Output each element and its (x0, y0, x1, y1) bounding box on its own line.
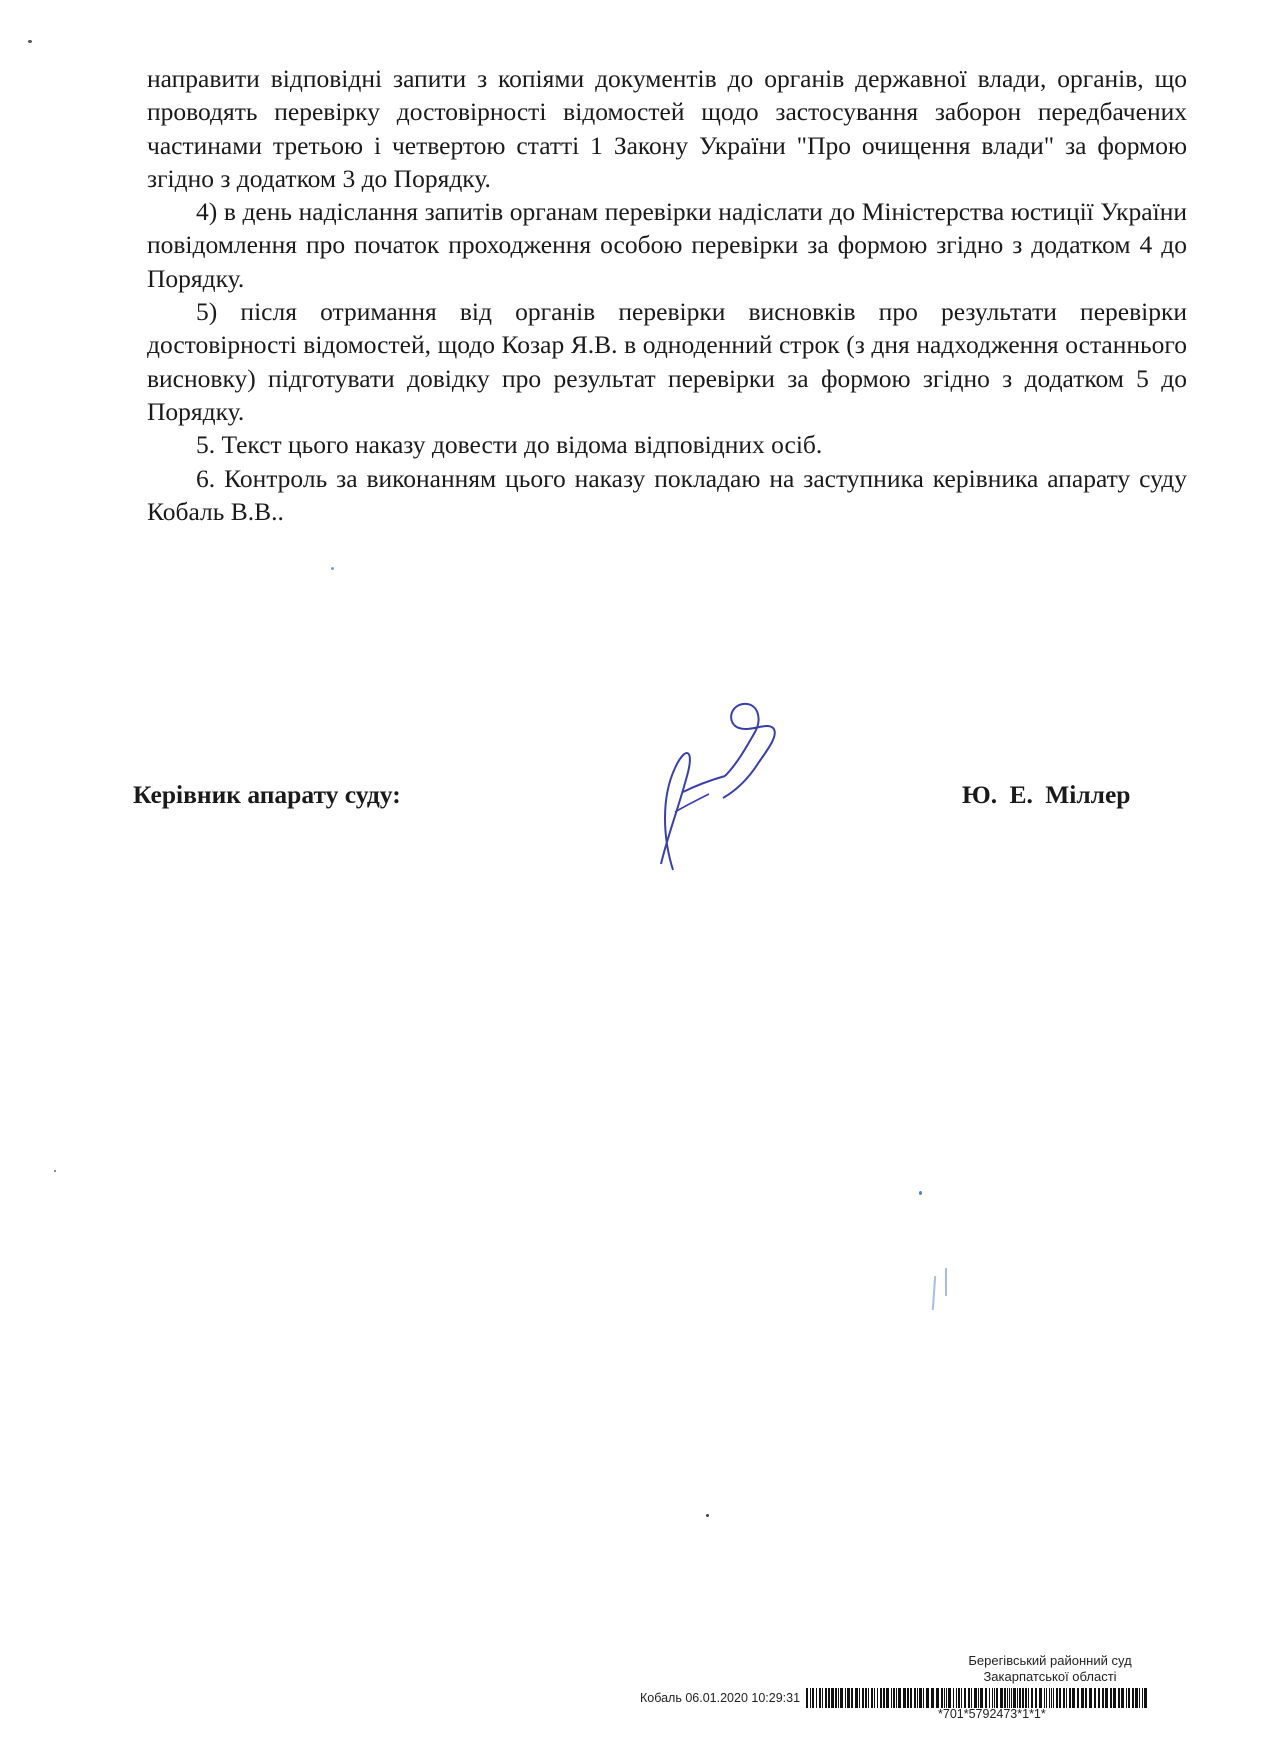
paragraph-item-5: 5) після отримання від органів перевірки висновків про результати перевірки достовірності відомостей, щодо Козар Я.В. в одноденний строк (з дня надходження останнього висновку) підготувати довідку про результат перевірки за формою згідно з додатком 5 до Порядку. (147, 297, 1187, 426)
document-body (147, 62, 1187, 528)
court-registration-stamp (880, 1653, 1220, 1685)
handwritten-signature (655, 688, 805, 878)
registration-barcode-row (640, 1686, 1148, 1710)
court-name: Берегівський районний суд (968, 1653, 1132, 1668)
paragraph-clause-6: 6. Контроль за виконанням цього наказу покладаю на заступника керівника апарату суду Кобаль В.В.. (147, 463, 1187, 526)
scan-speck (54, 1170, 56, 1172)
scan-speck (919, 1191, 922, 1195)
scan-speck (331, 567, 334, 570)
court-region: Закарпатської області (983, 1669, 1117, 1684)
registration-caption: Кобаль 06.01.2020 10:29:31 (640, 1691, 801, 1705)
signatory-name: Ю. Е. Міллер (962, 780, 1131, 809)
scan-mark (945, 1268, 947, 1296)
scan-mark (932, 1276, 936, 1310)
signatory-position: Керівник апарату суду: (133, 780, 401, 809)
barcode-number: *701*5792473*1*1* (938, 1707, 1046, 1721)
barcode (806, 1688, 1148, 1708)
scan-speck (28, 40, 32, 43)
paragraph-requests: направити відповідні запити з копіями документів до органів державної влади, органів, що проводять перевірку достовірності відомостей щодо застосування заборон передбачених частинами третьою і четвертою статті 1 Закону України "Про очищення влади" за формою згідно з додатком 3 до Порядку. (147, 64, 1187, 193)
scan-speck (706, 1514, 709, 1517)
paragraph-item-4: 4) в день надіслання запитів органам перевірки надіслати до Міністерства юстиції України повідомлення про початок проходження особою перевірки за формою згідно з додатком 4 до Порядку. (147, 197, 1187, 293)
paragraph-clause-5: 5. Текст цього наказу довести до відома відповідних осіб. (196, 430, 823, 460)
